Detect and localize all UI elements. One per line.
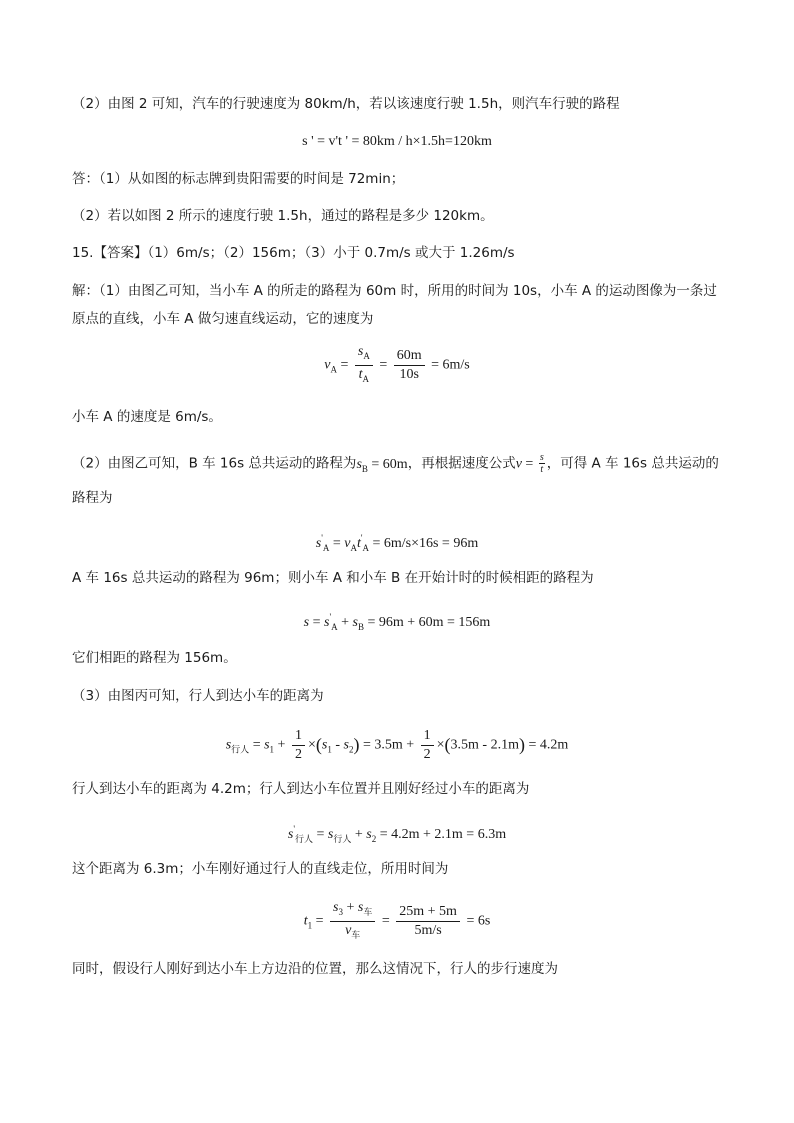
inline-formula-sb: $s_B = 60m$	[356, 456, 408, 474]
formula-speed-a: $v_A$ = $\frac{s_A}{t_A}$ = $\frac{60m}{10s}$ = 6m/s	[324, 344, 470, 384]
text-run: ，再根据速度公式	[407, 455, 516, 472]
solution-paragraph-1: 解：（1）由图乙可知，当小车 A 的所走的路程为 60m 时，所用的时间为 10s，小车 A 的运动图像为一条过原点的直线，小车 A 做匀速直线运动，它的速度为	[72, 283, 717, 327]
text-line: （3）由图丙可知，行人到达小车的距离为	[72, 688, 324, 704]
formula-time: $t_1$ = $\frac{s_3 + s_车}{v_车}$ = $\frac{25m + 5m}{5m/s}$ = 6s	[303, 900, 491, 940]
text-line: （2）由图 2 可知，汽车的行驶速度为 80km/h，若以该速度行驶 1.5h，则汽车行驶的路程	[72, 96, 620, 112]
answer-line-2: （2）若以如图 2 所示的速度行驶 1.5h，通过的路程是多少 120km。	[72, 208, 494, 224]
text-line: 它们相距的路程为 156m。	[72, 650, 237, 666]
text-line: 路程为	[72, 490, 113, 506]
text-run: （2）由图乙可知，B 车 16s 总共运动的路程为	[72, 455, 357, 472]
formula-pedestrian-distance: $s_{行人} = s_1$ + $\frac{1}{2}$ $\times(s_1 - s_2) = 3.5m$ + $\frac{1}{2}$ ×(3.5m - 2.1m) = 4.2m	[225, 728, 569, 762]
formula-distance-a: $s'_A = v_At'_A = 6m/s\times 16s = 96m$	[315, 533, 479, 553]
formula-distance-car: s ' = v't ' = 80km / h×1.5h=120km	[302, 134, 492, 149]
text-line: 同时，假设行人刚好到达小车上方边沿的位置，那么这情况下，行人的步行速度为	[72, 961, 558, 977]
formula-pedestrian-total: $s'_{行人} = s_{行人} + s_2 = 4.2m + 2.1m = 6.3m$	[287, 824, 507, 844]
answer-heading: 15.【答案】（1）6m/s；（2）156m；（3）小于 0.7m/s 或大于 1.26m/s	[72, 245, 515, 261]
text-line: 小车 A 的速度是 6m/s。	[72, 409, 222, 425]
text-run: ，可得 A 车 16s 总共运动的	[546, 455, 719, 472]
answer-line-1: 答：（1）从如图的标志牌到贵阳需要的时间是 72min；	[72, 171, 405, 187]
text-line: 行人到达小车的距离为 4.2m；行人到达小车位置并且刚好经过小车的距离为	[72, 781, 530, 797]
solution-paragraph-2: （2）由图乙可知，B 车 16s 总共运动的路程为$s_B = 60m$，再根据速度公式v = $\frac{s}{t}$ ，可得 A 车 16s 总共运动的	[72, 452, 719, 475]
text-line: A 车 16s 总共运动的路程为 96m；则小车 A 和小车 B 在开始计时的时候相距的路程为	[72, 570, 594, 586]
formula-total-distance: $s = s'_A + s_B = 96m + 60m = 156m$	[303, 612, 491, 632]
inline-fraction-s-over-t: $\frac{s}{t}$	[539, 452, 544, 475]
text-line: 这个距离为 6.3m；小车刚好通过行人的直线走位，所用时间为	[72, 861, 449, 877]
inline-formula-speed: v	[515, 456, 522, 472]
